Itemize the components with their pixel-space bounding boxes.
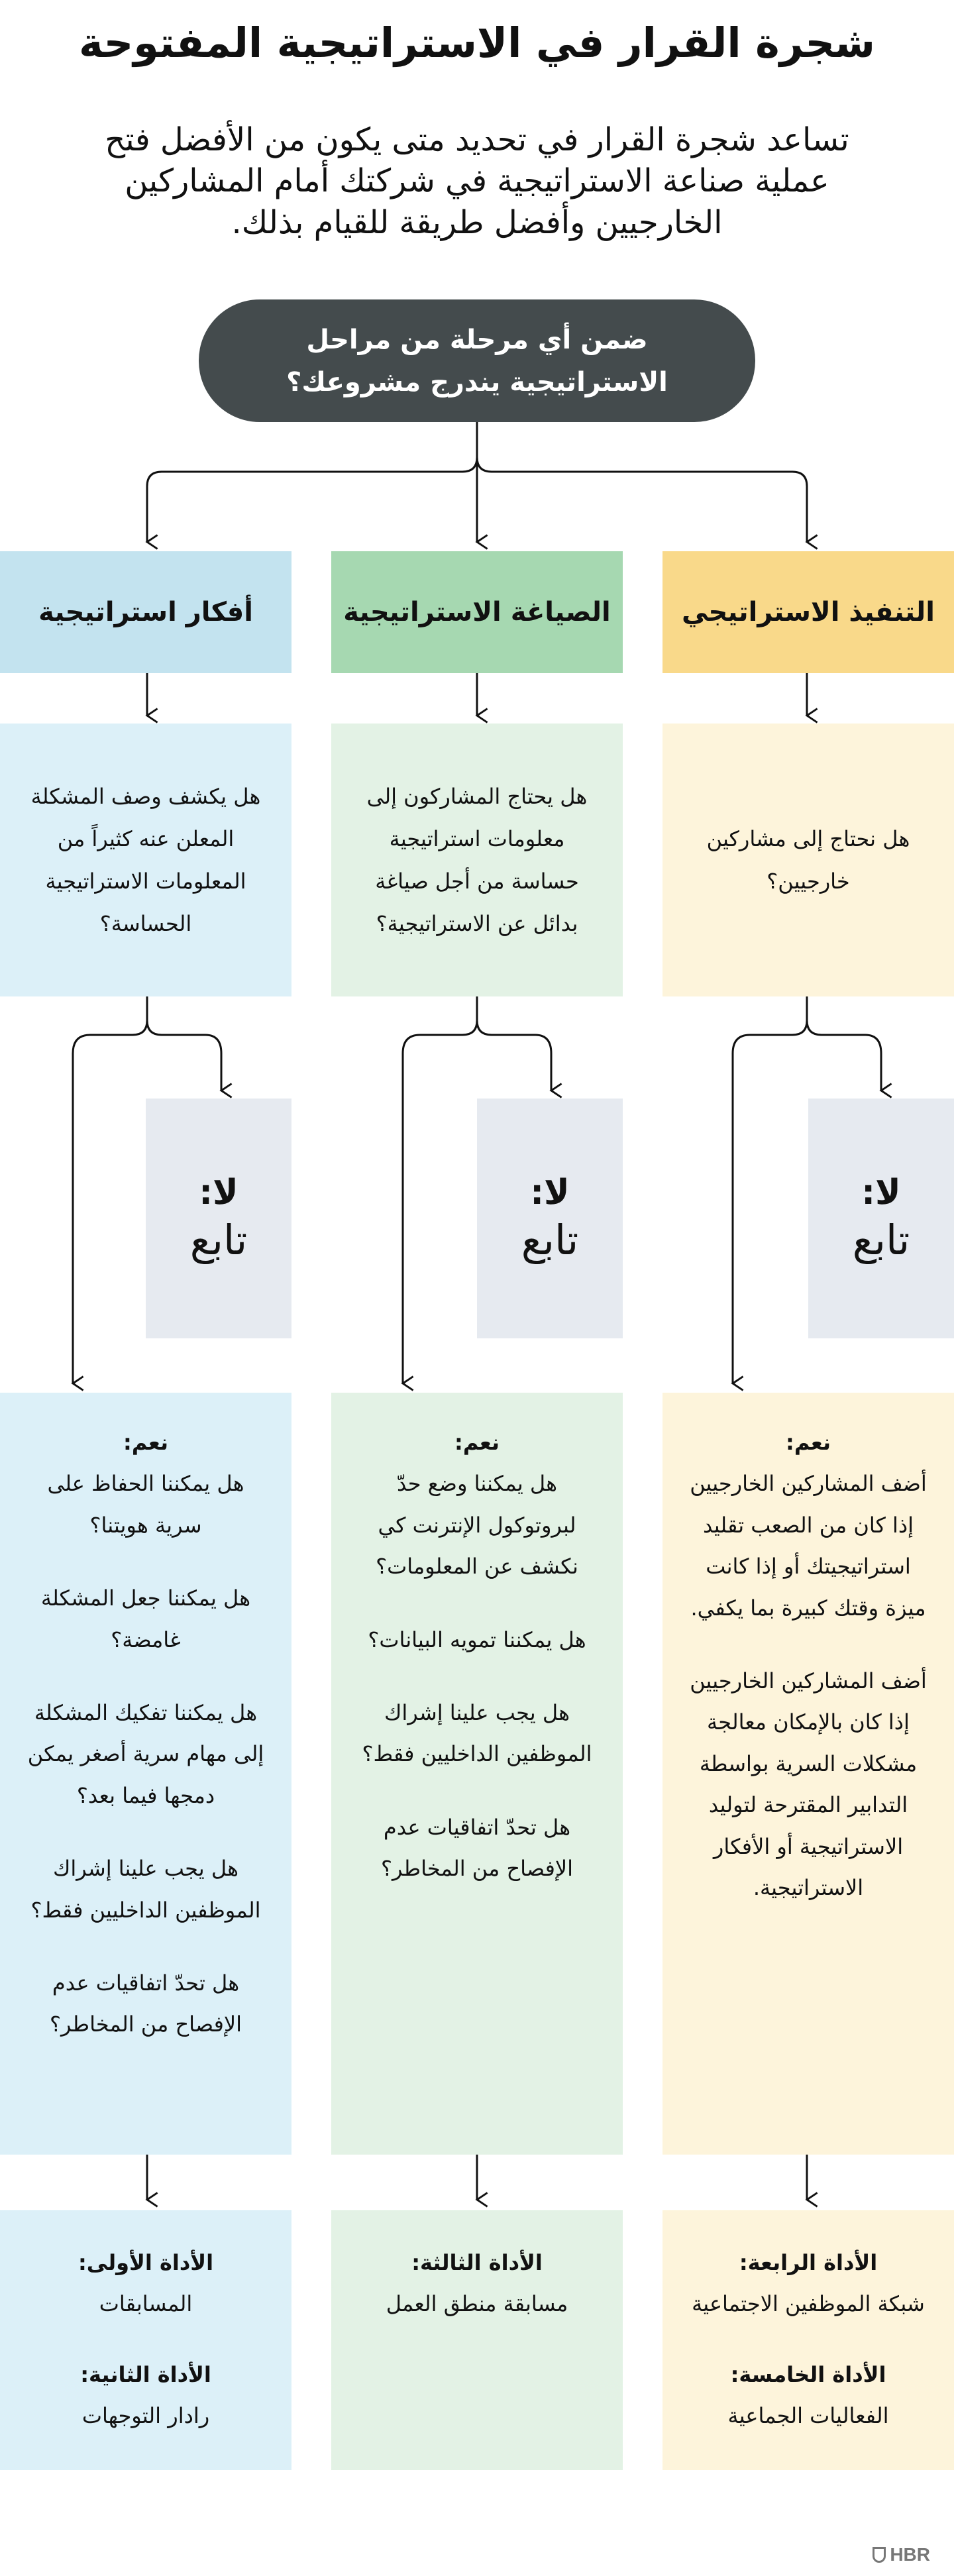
hbr-logo [873,2544,930,2565]
tool-name: الفعاليات الجماعية [727,2403,889,2429]
question-to-no-arrow-r [807,996,881,1091]
tool-name: مسابقة منطق العمل [386,2291,568,2317]
stage-ideas: أفكار استراتيجية [0,551,292,673]
stage-formulation: الصياغة الاستراتيجية [331,551,623,673]
question-ideas: هل يكشف وصف المشكلة المعلن عنه كثيراً من المعلومات الاستراتيجية الحساسة؟ [0,724,292,996]
hbr-logo-text: HBR [890,2544,930,2565]
root-question-box: ضمن أي مرحلة من مراحل الاستراتيجية يندرج مشروعك؟ [199,299,755,422]
yes-box-ideas [0,1393,292,2155]
yes-item: هل يجب علينا إشراك الموظفين الداخليين فقط؟ [362,1699,592,1767]
yes-item: هل يمكننا جعل المشكلة غامضة؟ [40,1585,251,1652]
tool-label: الأداة الخامسة: [730,2361,886,2387]
no-box-formulation [477,1099,623,1338]
tool-name: المسابقات [99,2291,193,2317]
question-to-yes-arrow-l [73,1020,147,1383]
yes-item: هل يمكننا تمويه البيانات؟ [368,1627,586,1652]
yes-item: هل يجب علينا إشراك الموظفين الداخليين فقط؟ [30,1856,261,1923]
question-formulation: هل يحتاج المشاركون إلى معلومات استراتيجية حساسة من أجل صياغة بدائل عن الاستراتيجية؟ [331,724,623,996]
tools-box-formulation [331,2210,623,2470]
tool-label: الأداة الثالثة: [411,2250,543,2275]
question-to-no-arrow-l [147,996,221,1091]
no-label: لا: [530,1172,570,1212]
no-label: لا: [199,1172,238,1212]
no-continue-text: تابع [852,1215,910,1264]
tool-name: رادار التوجهات [81,2403,210,2429]
yes-item: هل تحدّ اتفاقيات عدم الإفصاح من المخاطر؟ [49,1970,242,2037]
no-continue-text: تابع [189,1215,248,1264]
no-continue-text: تابع [521,1215,579,1264]
no-box-execution [808,1099,954,1338]
tool-label: الأداة الثانية: [80,2361,211,2387]
intro-text: تساعد شجرة القرار في تحديد متى يكون من الأفضل فتح عملية صناعة الاستراتيجية في شركتك أمام المشاركين الخارجيين وأفضل طريقة للقيام بذلك. [105,121,849,241]
yes-item: هل يمكننا تفكيك المشكلة إلى مهام سرية أصغر يمكن دمجها فيما بعد؟ [27,1699,264,1808]
no-label: لا: [861,1172,901,1212]
tools-box-ideas [0,2210,292,2470]
yes-box-execution [662,1393,954,2155]
yes-item: هل تحدّ اتفاقيات عدم الإفصاح من المخاطر؟ [380,1814,574,1882]
yes-item: هل يمكننا وضع حدّ لبروتوكول الإنترنت كي نكشف عن المعلومات؟ [376,1471,578,1580]
question-to-yes-arrow-m [403,1020,477,1383]
yes-item: هل يمكننا الحفاظ على سرية هويتنا؟ [47,1471,244,1538]
yes-label: نعم: [786,1430,831,1455]
question-to-yes-arrow-r [733,1020,807,1383]
tool-label: الأداة الرابعة: [739,2250,878,2275]
no-box-ideas [146,1099,292,1338]
question-execution: هل نحتاج إلى مشاركين خارجيين؟ [662,724,954,996]
stage-execution: التنفيذ الاستراتيجي [662,551,954,673]
shield-icon [873,2547,886,2563]
root-to-ideas-arrow [147,457,477,542]
tool-label: الأداة الأولى: [78,2250,214,2275]
yes-label: نعم: [454,1430,500,1455]
question-to-no-arrow-m [477,996,551,1091]
yes-item: أضف المشاركين الخارجيين إذا كان بالإمكان معالجة مشكلات السرية بواسطة التدابير المقترحة لتوليد الاستراتيجية أو الأفكار الاستراتيجية. [690,1668,927,1900]
tools-box-execution [662,2210,954,2470]
root-to-execution-arrow [477,422,807,542]
yes-box-formulation [331,1393,623,2155]
yes-label: نعم: [123,1430,168,1455]
yes-item: أضف المشاركين الخارجيين إذا كان من الصعب تقليد استراتيجيتك أو إذا كانت ميزة وقتك كبيرة بما يكفي. [690,1471,927,1621]
tool-name: شبكة الموظفين الاجتماعية [692,2291,925,2317]
page-title: شجرة القرار في الاستراتيجية المفتوحة [78,19,876,67]
